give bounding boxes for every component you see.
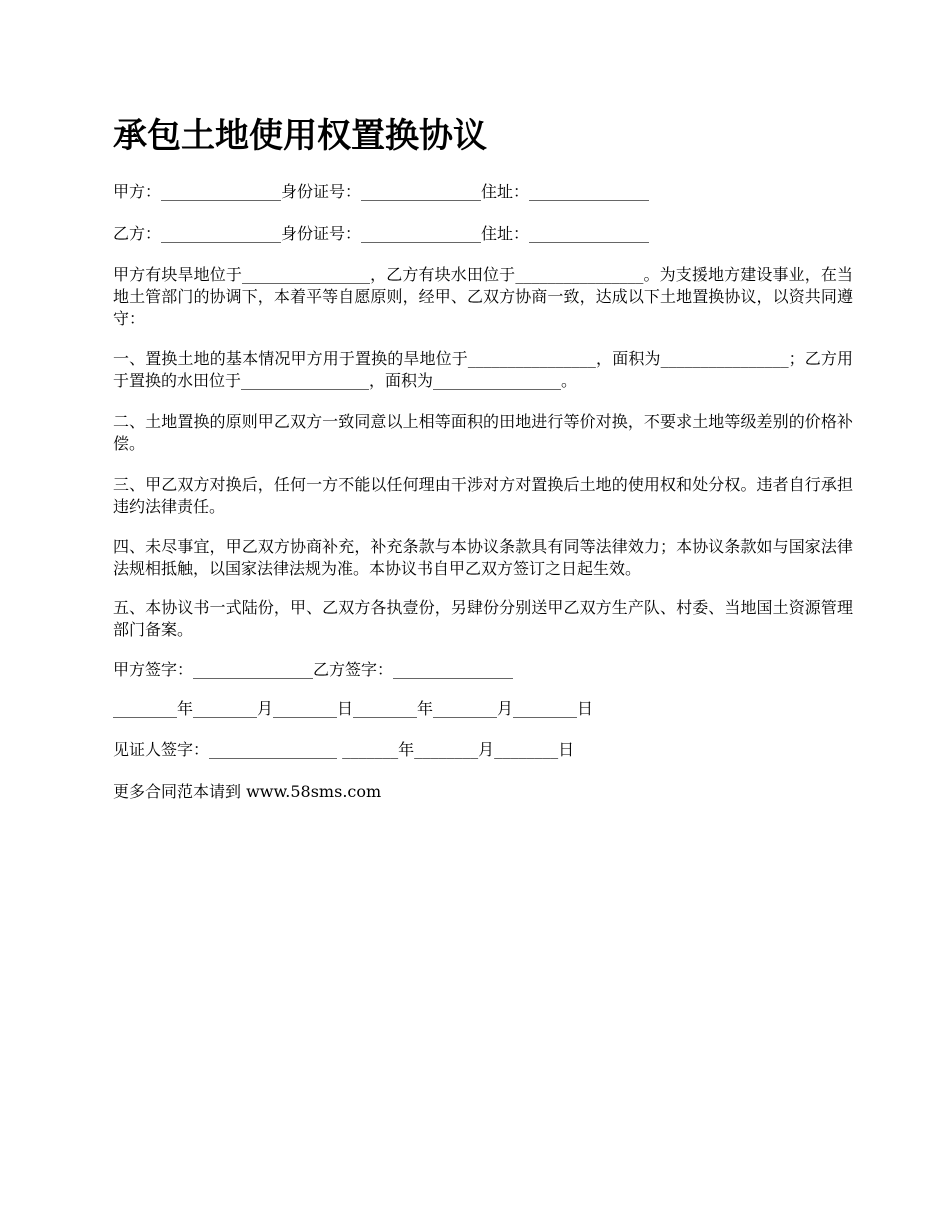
party-a-line: 甲方：_______________身份证号：_______________住址：_______________ xyxy=(113,182,650,201)
intro-paragraph: 甲方有块旱地位于________________，乙方有块水田位于________________。为支援地方建设事业，在当地土管部门的协调下，本着平等自愿原则，经甲、乙双方协商一致，达成以下土地置换协议，以资共同遵守： xyxy=(113,265,853,328)
witness-line: 见证人签字：________________ _______年________月________日 xyxy=(113,740,575,759)
footer-text: 更多合同范本请到 www.58sms.com xyxy=(113,782,382,801)
clause-4: 四、未尽事宜，甲乙双方协商补充，补充条款与本协议条款具有同等法律效力；本协议条款如与国家法律法规相抵触，以国家法律法规为准。本协议书自甲乙双方签订之日起生效。 xyxy=(113,537,853,578)
document-title: 承包土地使用权置换协议 xyxy=(113,116,487,156)
clause-2: 二、土地置换的原则甲乙双方一致同意以上相等面积的田地进行等价对换，不要求土地等级差别的价格补偿。 xyxy=(113,412,853,453)
clause-3: 三、甲乙双方对换后，任何一方不能以任何理由干涉对方对置换后土地的使用权和处分权。违者自行承担违约法律责任。 xyxy=(113,475,853,516)
signatures-line: 甲方签字：_______________乙方签字：_______________ xyxy=(113,660,514,679)
party-b-line: 乙方：_______________身份证号：_______________住址：_______________ xyxy=(113,224,650,243)
clause-1: 一、置换土地的基本情况甲方用于置换的旱地位于________________，面积为________________；乙方用于置换的水田位于________________，面积为________________。 xyxy=(113,349,853,390)
dates-line: ________年________月________日________年________月________日 xyxy=(113,699,594,718)
clause-5: 五、本协议书一式陆份，甲、乙双方各执壹份，另肆份分别送甲乙双方生产队、村委、当地国土资源管理部门备案。 xyxy=(113,598,853,639)
